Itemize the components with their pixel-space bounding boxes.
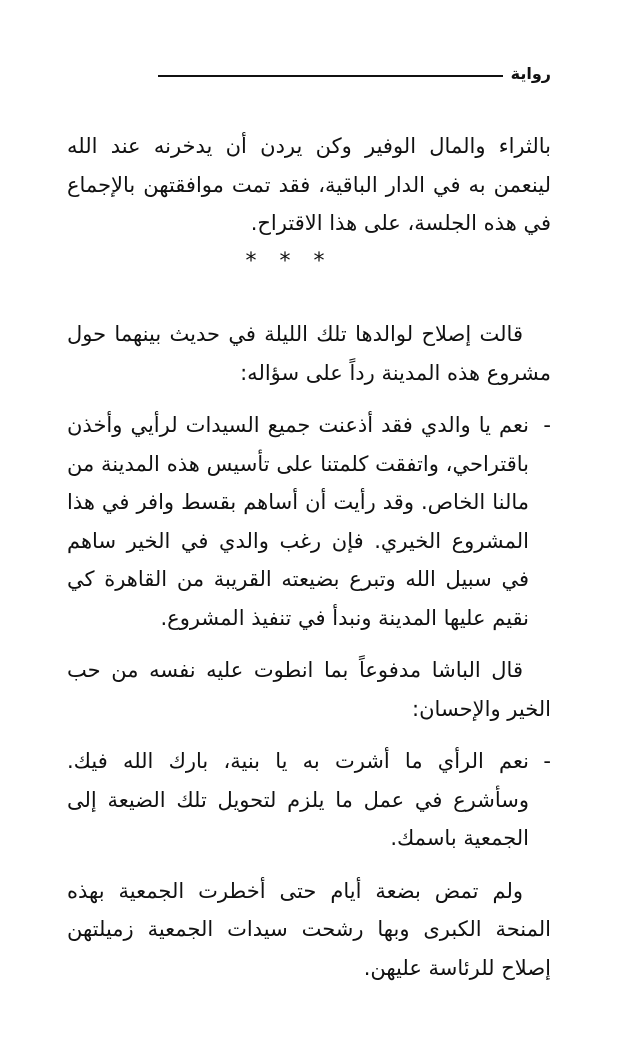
header-title: رواية	[510, 64, 551, 83]
header-rule	[158, 75, 503, 77]
dialogue-dash: -	[543, 413, 551, 437]
paragraph-narration-1: قالت إصلاح لوالدها تلك الليلة في حديث بينهما حول مشروع هذه المدينة رداً على سؤاله:	[67, 322, 551, 385]
dialogue-text-1: نعم يا والدي فقد أذعنت جميع السيدات لرأيي وأخذن باقتراحي، واتفقت كلمتنا على تأسيس هذه المدينة من مالنا الخاص. وقد رأيت أن أساهم بقسط وافر في هذا المشروع الخيري. فإن رغب والدي في الخير ساهم في سبيل الله وتبرع بضيعته القريبة من القاهرة كي نقيم عليها المدينة ونبدأ في تنفيذ المشروع.	[67, 413, 529, 630]
dialogue-line-2	[67, 742, 551, 858]
paragraph-narration-3: ولم تمض بضعة أيام حتى أخطرت الجمعية بهذه المنحة الكبرى وبها رشحت سيدات الجمعية زميلتهن إصلاح للرئاسة عليهن.	[67, 878, 551, 980]
dialogue-text-2: نعم الرأي ما أشرت به يا بنية، بارك الله فيك. وسأشرع في عمل ما يلزم لتحويل تلك الضيعة إلى الجمعية باسمك.	[67, 749, 529, 850]
paragraph-narration-2: قال الباشا مدفوعاً بما انطوت عليه نفسه من حب الخير والإحسان:	[67, 658, 551, 721]
text-body	[67, 127, 551, 987]
dialogue-dash: -	[543, 749, 551, 773]
paragraph-continuation: بالثراء والمال الوفير وكن يردن أن يدخرنه عند الله لينعمن به في الدار الباقية، فقد تمت موافقتهن بالإجماع في هذه الجلسة، على هذا الاقتراح.	[67, 134, 551, 235]
dialogue-line-1	[67, 406, 551, 637]
section-separator: * * *	[245, 248, 333, 274]
running-header	[158, 60, 551, 90]
